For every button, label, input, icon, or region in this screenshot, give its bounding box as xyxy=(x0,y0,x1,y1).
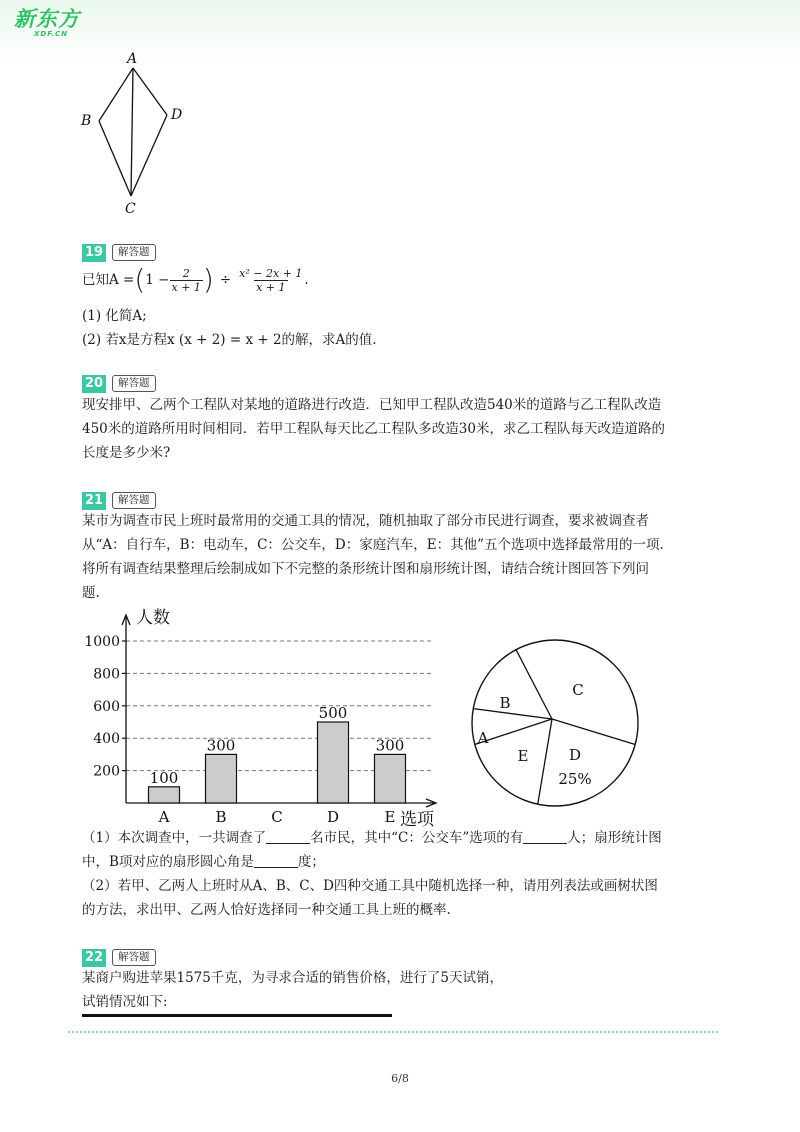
q22-header xyxy=(82,948,156,967)
kite-figure xyxy=(70,48,200,220)
bar-chart xyxy=(70,603,450,828)
brand-logo xyxy=(14,8,80,38)
answer-blank-total[interactable] xyxy=(266,829,310,844)
fraction-1 xyxy=(170,267,203,294)
x-tick-label-b: B xyxy=(215,808,227,826)
question-type-badge: 解答题 xyxy=(112,244,156,261)
q19-period: . xyxy=(304,272,309,288)
y-tick-label: 200 xyxy=(93,763,120,780)
y-tick-label: 1000 xyxy=(84,634,120,650)
question-type-badge: 解答题 xyxy=(112,375,156,392)
q22-line1: 某商户购进苹果1575千克，为寻求合适的销售价格，进行了5天试销， xyxy=(82,970,503,986)
q21-p1-c: 人；扇形统计图 xyxy=(567,830,662,846)
bar-b xyxy=(206,754,237,803)
bar-e xyxy=(375,754,406,803)
segment-ab xyxy=(99,68,133,121)
slice-label-d: D xyxy=(568,746,582,764)
q21-p1-a: （1）本次调查中，一共调查了 xyxy=(82,830,267,846)
q21-line3: 将所有调查结果整理后绘制成如下不完整的条形统计图和扇形统计图，请结合统计图回答下列问 xyxy=(82,561,649,577)
slice-label-a: A xyxy=(477,729,489,747)
bar-series xyxy=(149,722,406,803)
q21-p1-d: 中，B项对应的扇形圆心角是 xyxy=(82,854,254,870)
q22-line2: 试销情况如下: xyxy=(82,994,168,1010)
q20-line2: 450米的道路所用时间相同．若甲工程队每天比乙工程队多改造30米，求乙工程队每天改造道路的 xyxy=(82,421,665,437)
vertex-b-label: B xyxy=(81,113,92,129)
q21-part1-line2 xyxy=(82,852,325,872)
question-type-badge: 解答题 xyxy=(112,949,156,966)
fraction-1-numerator: 2 xyxy=(182,266,190,280)
q21-part1-line1 xyxy=(82,828,662,848)
q20-line1: 现安排甲、乙两个工程队对某地的道路进行改造．已知甲工程队改造540米的道路与乙工程队改造 xyxy=(82,397,662,413)
question-number: 22 xyxy=(82,949,106,967)
slice-label-c: C xyxy=(572,681,584,699)
question-number: 20 xyxy=(82,375,106,393)
x-axis-title: 选项 xyxy=(400,810,434,828)
q20-header xyxy=(82,374,156,393)
question-number: 21 xyxy=(82,492,106,510)
q21-part2-line1: （2）若甲、乙两人上班时从A、B、C、D四种交通工具中随机选择一种，请用列表法或画树状图 xyxy=(82,878,658,894)
q21-line4: 题. xyxy=(82,585,100,601)
division-sign: ÷ xyxy=(219,272,232,288)
slice-label-e: E xyxy=(517,747,529,765)
fraction-2-numerator: x² − 2x + 1 xyxy=(239,266,303,280)
q21-p1-b: 名市民，其中“C：公交车”选项的有 xyxy=(310,830,524,846)
logo-sub: XDF.CN xyxy=(34,30,69,38)
x-tick-label-c: C xyxy=(271,808,283,826)
data-label-e: 300 xyxy=(375,736,405,755)
pie-chart xyxy=(460,628,650,818)
fraction-2 xyxy=(237,267,304,294)
vertex-a-label: A xyxy=(127,51,138,67)
q21-line1: 某市为调查市民上班时最常用的交通工具的情况，随机抽取了部分市民进行调查，要求被调查者 xyxy=(82,513,649,529)
y-tick-label: 600 xyxy=(93,698,120,715)
q19-one: 1 − xyxy=(145,272,170,288)
x-tick-label-e: E xyxy=(384,808,396,826)
vertex-d-label: D xyxy=(171,107,183,123)
footer-dotted-divider xyxy=(68,1031,718,1033)
q19-part2: (2) 若x是方程x (x + 2) = x + 2的解，求A的值. xyxy=(82,332,377,348)
page-number: 6/8 xyxy=(391,1072,409,1085)
q19-expression xyxy=(82,263,309,297)
segment-ac xyxy=(131,68,133,196)
y-axis-title: 人数 xyxy=(136,608,170,628)
q21-header xyxy=(82,491,156,510)
segment-bc xyxy=(99,121,131,196)
data-label-d: 500 xyxy=(318,704,348,722)
q19-part1: (1) 化简A; xyxy=(82,308,147,324)
q19-header xyxy=(82,243,156,262)
bar-d xyxy=(318,722,349,803)
segment-dc xyxy=(131,115,167,196)
x-tick-label-a: A xyxy=(158,808,170,826)
fraction-2-denominator: x + 1 xyxy=(256,280,286,294)
x-tick-label-d: D xyxy=(326,808,340,826)
right-paren: ) xyxy=(202,263,214,296)
segment-ad xyxy=(133,68,167,115)
left-paren: ( xyxy=(134,263,146,296)
q21-line2: 从“A：自行车，B：电动车，C：公交车，D：家庭汽车，E：其他”五个选项中选择最常用的一项. xyxy=(82,537,664,553)
answer-blank-b-angle[interactable] xyxy=(254,853,298,868)
q21-part2-line2: 的方法，求出甲、乙两人恰好选择同一种交通工具上班的概率. xyxy=(82,902,451,918)
slice-percent-d: 25% xyxy=(558,770,592,788)
question-type-badge: 解答题 xyxy=(112,492,156,509)
bar-a xyxy=(149,787,180,803)
q19-prefix: 已知A = xyxy=(82,272,135,288)
question-number: 19 xyxy=(82,244,106,262)
vertex-c-label: C xyxy=(125,201,136,217)
slice-label-b: B xyxy=(499,694,511,712)
y-tick-label: 800 xyxy=(93,666,120,683)
q21-p1-e: 度； xyxy=(297,854,325,870)
data-label-a: 100 xyxy=(149,768,179,787)
pie-outline xyxy=(472,640,638,806)
pie-slices xyxy=(472,640,638,806)
data-label-b: 300 xyxy=(206,736,236,755)
fraction-1-denominator: x + 1 xyxy=(171,280,201,294)
logo-main: 新东方 xyxy=(14,7,80,31)
q20-line3: 长度是多少米? xyxy=(82,445,171,461)
table-top-rule xyxy=(82,1014,392,1017)
answer-blank-c-count[interactable] xyxy=(523,829,567,844)
y-tick-label: 400 xyxy=(93,731,120,748)
